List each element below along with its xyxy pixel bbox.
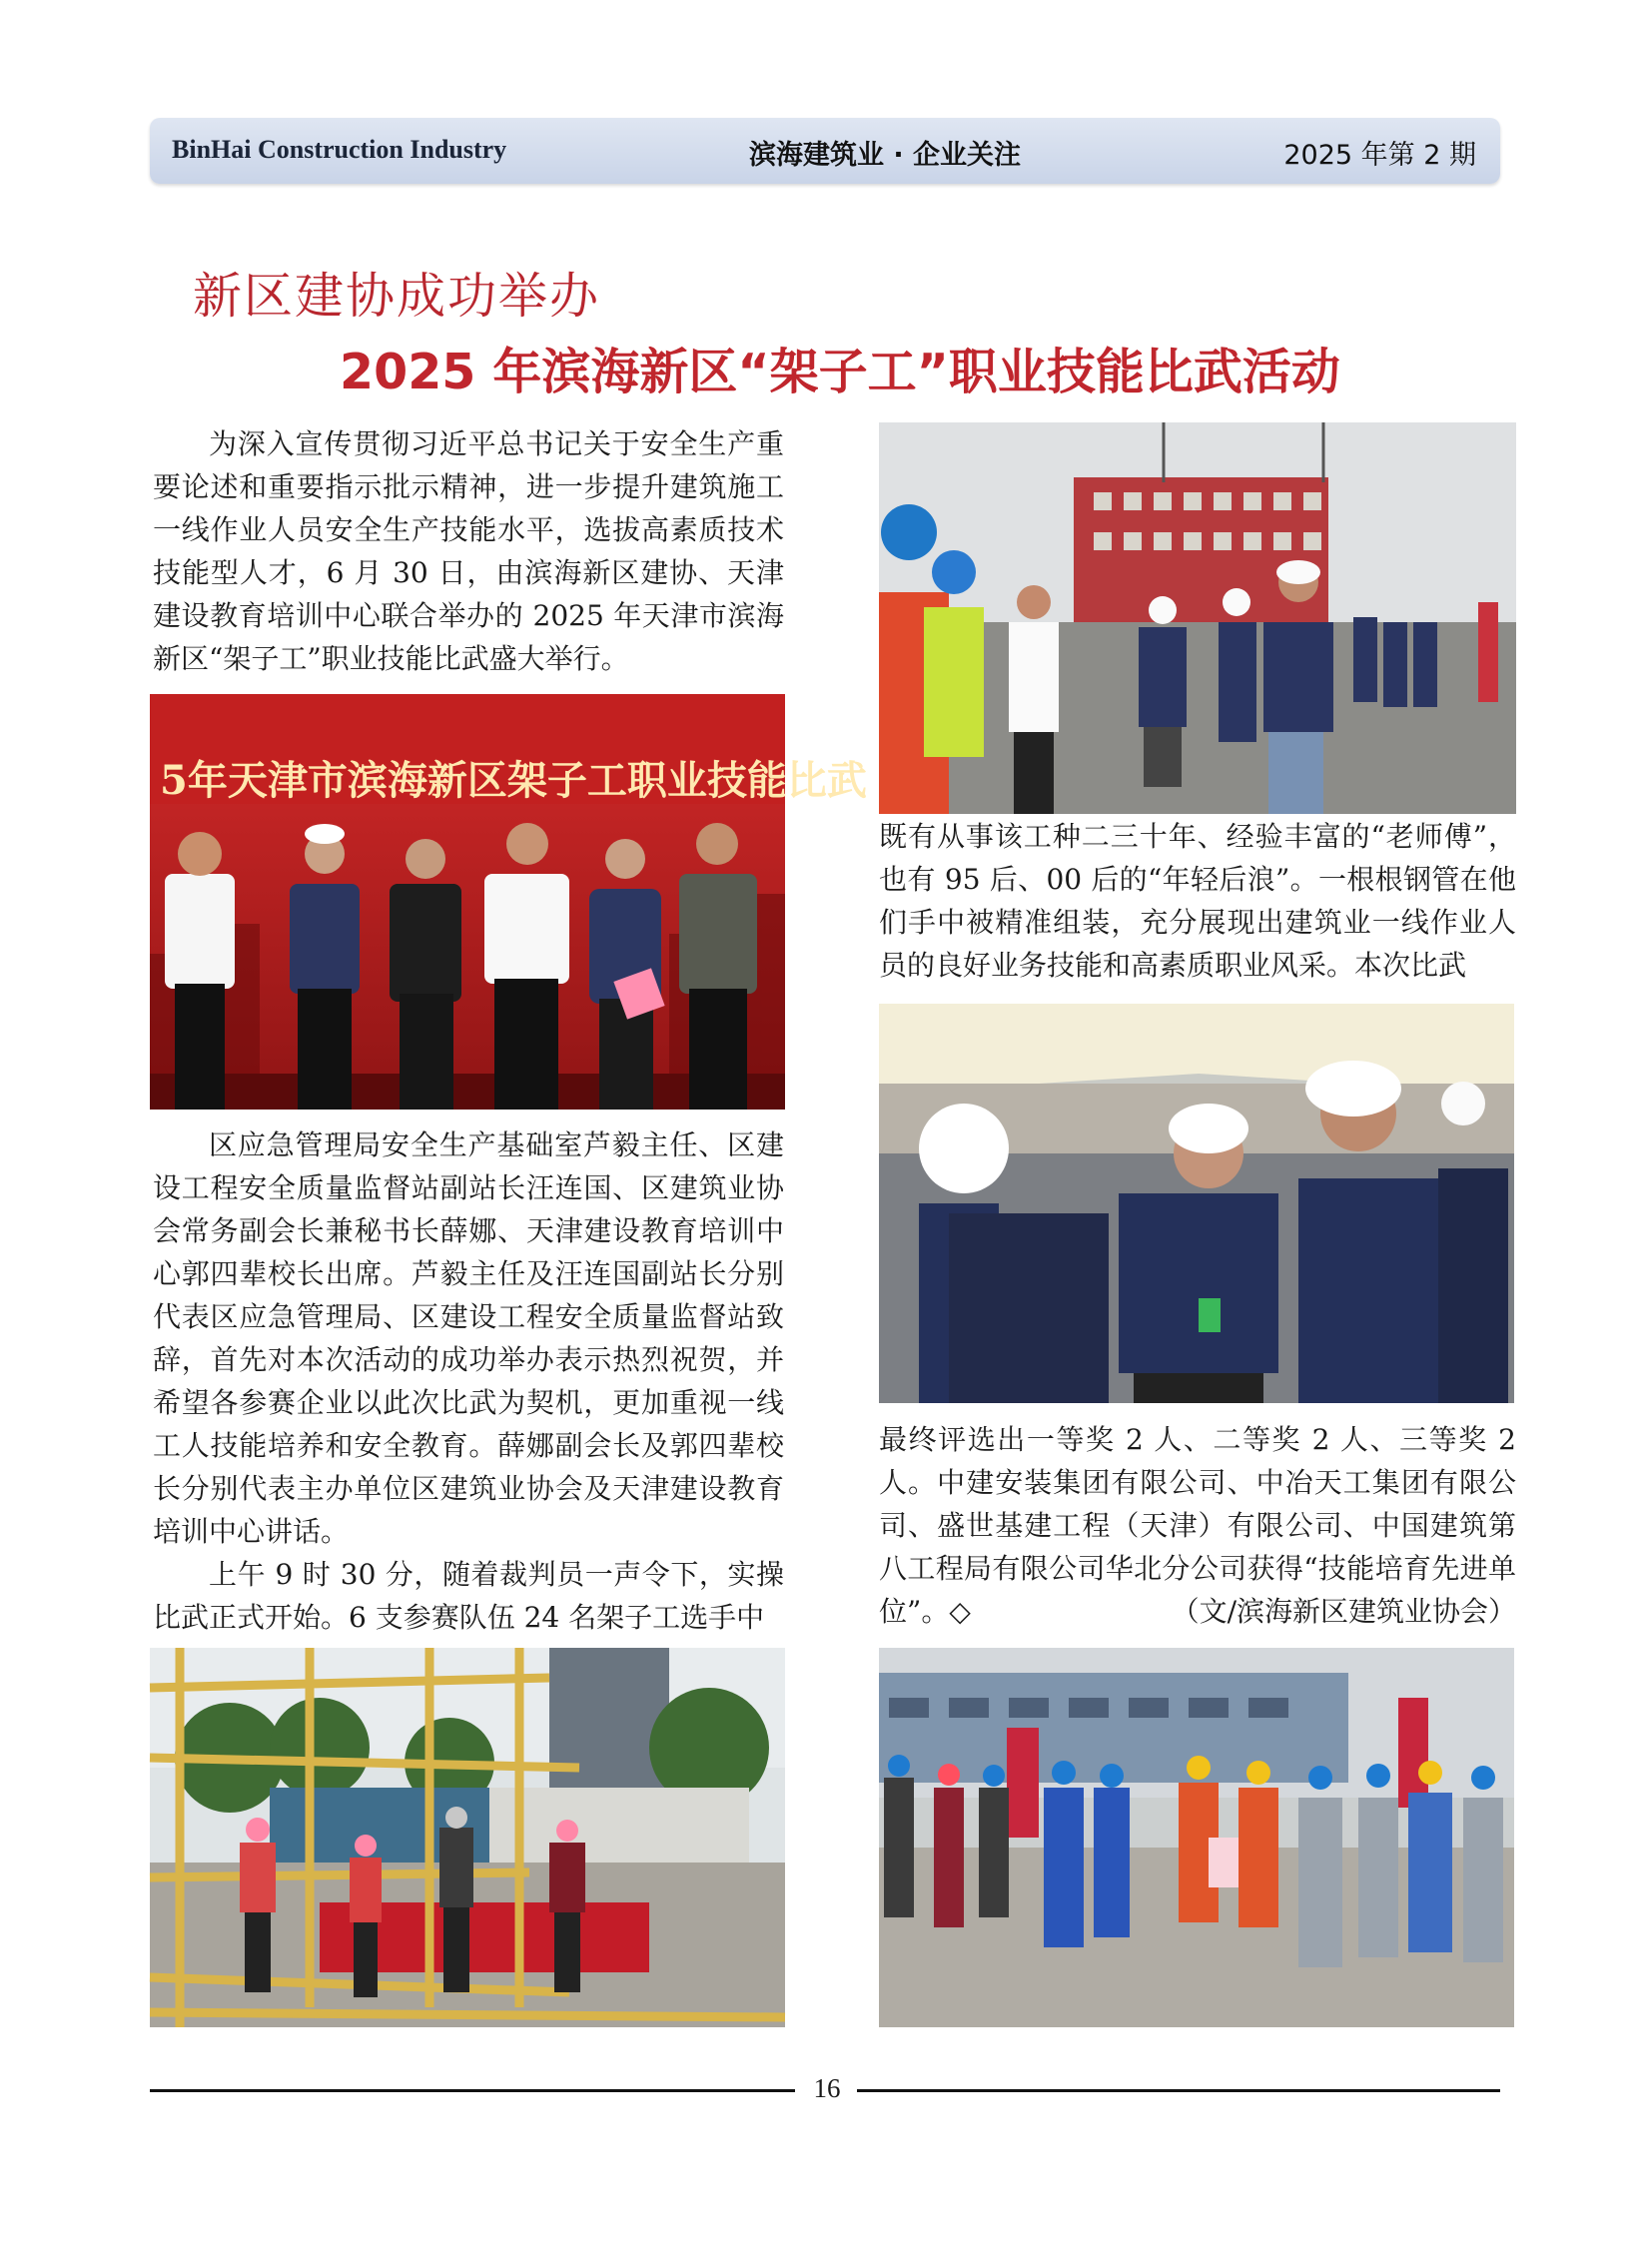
photo-opening-ceremony bbox=[150, 694, 867, 1110]
photo-scaffolding-competition bbox=[150, 1648, 785, 2027]
journal-name-en: BinHai Construction Industry bbox=[172, 135, 507, 164]
photo-judges-closeup bbox=[879, 1004, 1514, 1403]
photo-judges-inspection bbox=[879, 422, 1516, 814]
left-paragraph-2: 区应急管理局安全生产基础室芦毅主任、区建设工程安全质量监督站副站长汪连国、区建筑业协会常务副会长兼秘书长薛娜、天津建设教育培训中心郭四辈校长出席。芦毅主任及汪连国副站长分别代表区应急管理局、区建设工程安全质量监督站致辞，首先对本次活动的成功举办表示热烈祝贺，并希望各参赛企业以此次比武为契机，更加重视一线工人技能培养和安全教育。薛娜副会长及郭四辈校长分别代表主办单位区建筑业协会及天津建设教育培训中心讲话。 bbox=[153, 1128, 784, 1548]
article-title-line2: 2025 年滨海新区“架子工”职业技能比武活动 bbox=[340, 344, 1340, 400]
right-paragraph-2 bbox=[879, 1418, 1516, 1633]
article-title-line1: 新区建协成功举办 bbox=[193, 268, 601, 325]
banner-text: 5年天津市滨海新区架子工职业技能比武 bbox=[160, 757, 867, 804]
footer-rule-right bbox=[857, 2089, 1500, 2092]
left-paragraph-3: 上午 9 时 30 分，随着裁判员一声令下，实操比武正式开始。6 支参赛队伍 24 名架子工选手中 bbox=[153, 1558, 784, 1634]
results-text: 最终评选出一等奖 2 人、二等奖 2 人、三等奖 2 人。中建安装集团有限公司、中冶天工集团有限公司、盛世基建工程（天津）有限公司、中国建筑第八工程局有限公司华北分公司获得“技能培育先进单位”。◇ bbox=[879, 1423, 1516, 1628]
issue-number: 2025 年第 2 期 bbox=[1283, 140, 1476, 171]
photo-competitors-group bbox=[879, 1648, 1514, 2027]
article-credit: （文/滨海新区建筑业协会） bbox=[1171, 1595, 1516, 1628]
left-paragraph-1: 为深入宣传贯彻习近平总书记关于安全生产重要论述和重要指示批示精神，进一步提升建筑施工一线作业人员安全生产技能水平，选拔高素质技术技能型人才，6 月 30 日，由滨海新区建协、天津建设教育培训中心联合举办的 2025 年天津市滨海新区“架子工”职业技能比武盛大举行。 bbox=[153, 427, 784, 675]
footer-rule-left bbox=[150, 2089, 795, 2092]
journal-section: 滨海建筑业 · 企业关注 bbox=[749, 140, 1022, 171]
page-number: 16 bbox=[813, 2073, 841, 2103]
right-paragraph-1: 既有从事该工种二三十年、经验丰富的“老师傅”，也有 95 后、00 后的“年轻后浪”。一根根钢管在他们手中被精准组装，充分展现出建筑业一线作业人员的良好业务技能和高素质职业风采。本次比武 bbox=[879, 820, 1516, 982]
running-header bbox=[150, 118, 1500, 184]
